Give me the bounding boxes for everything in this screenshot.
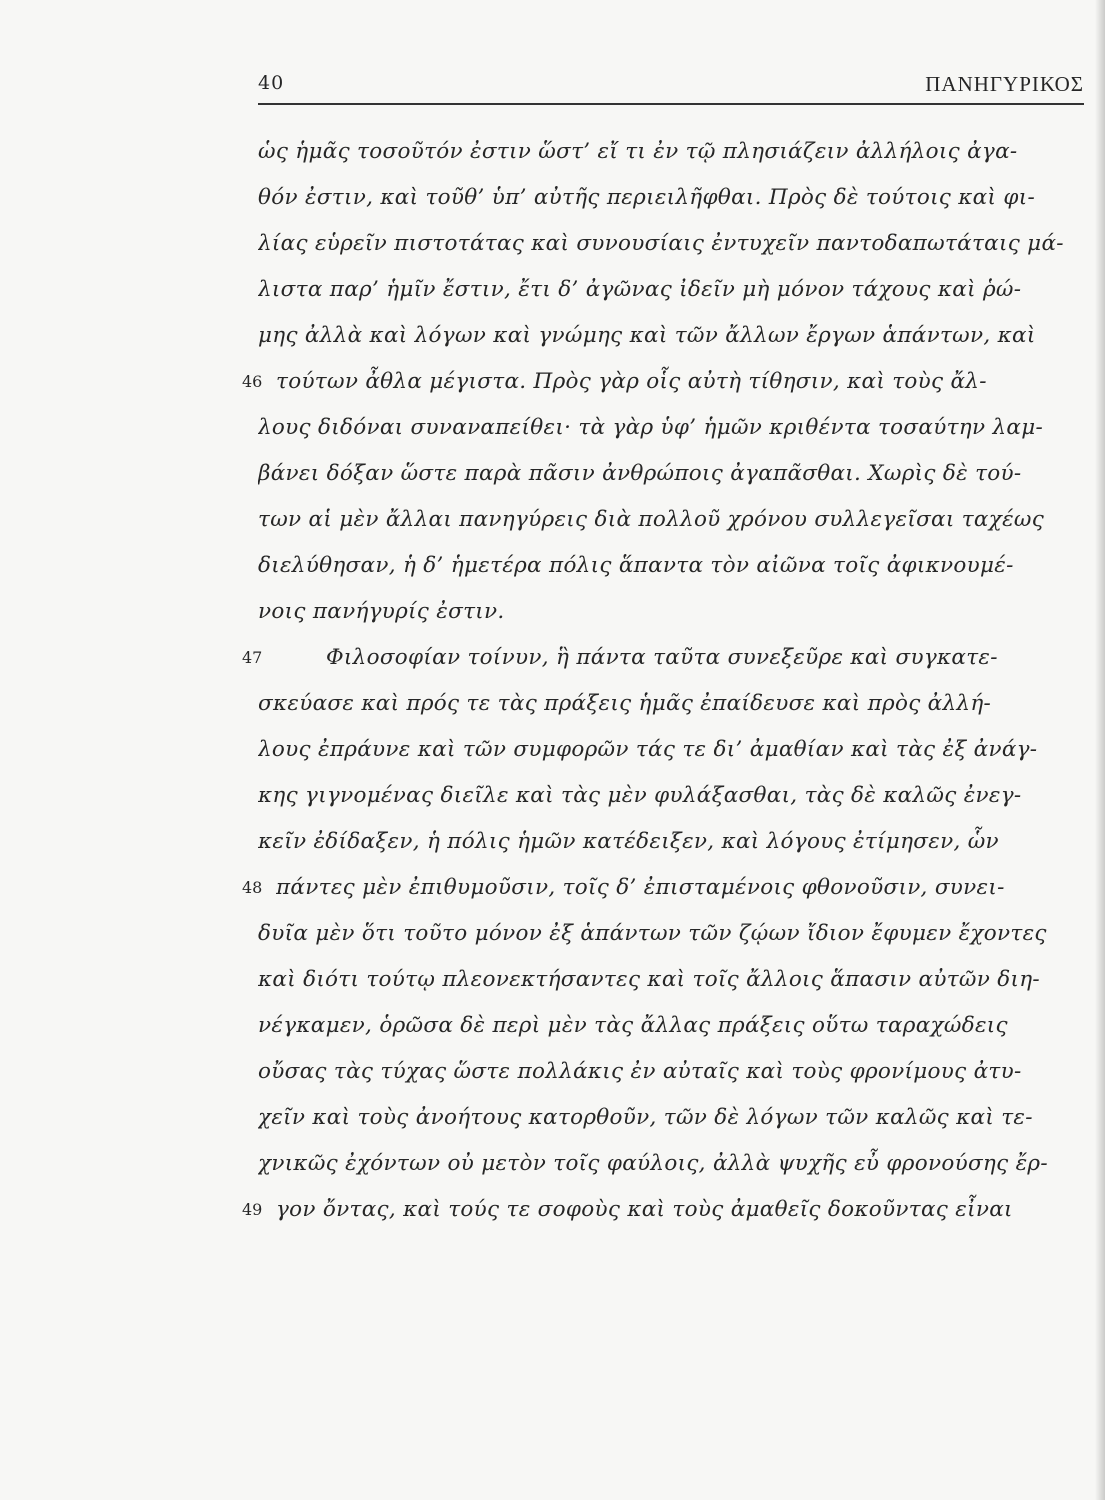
text-line: των αἱ μὲν ἄλλαι πανηγύρεις διὰ πολλοῦ χρόνου συλλεγεῖσαι ταχέως xyxy=(258,507,1045,532)
text-line: τούτων ἆθλα μέγιστα. Πρὸς γὰρ οἷς αὐτὴ τίθησιν, καὶ τοὺς ἄλ- xyxy=(276,369,987,394)
running-title: ΠΑΝΗΓΥΡΙΚΟΣ xyxy=(925,72,1084,96)
text-line: λους διδόναι συναναπείθει· τὰ γὰρ ὑφ’ ἡμῶν κριθέντα τοσαύτην λαμ- xyxy=(258,415,1044,440)
text-line: νέγκαμεν, ὁρῶσα δὲ περὶ μὲν τὰς ἄλλας πράξεις οὕτω ταραχώδεις xyxy=(258,1013,1008,1038)
text-line: χεῖν καὶ τοὺς ἀνοήτους κατορθοῦν, τῶν δὲ λόγων τῶν καλῶς καὶ τε- xyxy=(258,1105,1033,1130)
page-number: 40 xyxy=(258,72,285,94)
text-line: σκεύασε καὶ πρός τε τὰς πράξεις ἡμᾶς ἐπαίδευσε καὶ πρὸς ἀλλή- xyxy=(258,691,992,716)
section-number: 46 xyxy=(242,372,263,391)
text-line: κεῖν ἐδίδαξεν, ἡ πόλις ἡμῶν κατέδειξεν, καὶ λόγους ἐτίμησεν, ὧν xyxy=(258,829,999,854)
text-line: Φιλοσοφίαν τοίνυν, ἣ πάντα ταῦτα συνεξεῦρε καὶ συγκατε- xyxy=(326,645,998,670)
text-line: δυῖα μὲν ὅτι τοῦτο μόνον ἐξ ἁπάντων τῶν ζῴων ἴδιον ἔφυμεν ἔχοντες xyxy=(258,921,1047,946)
text-line: πάντες μὲν ἐπιθυμοῦσιν, τοῖς δ’ ἐπισταμένοις φθονοῦσιν, συνει- xyxy=(276,875,1005,900)
text-line: θόν ἐστιν, καὶ τοῦθ’ ὑπ’ αὐτῆς περιειλῆφθαι. Πρὸς δὲ τούτοις καὶ φι- xyxy=(258,185,1036,210)
text-line: διελύθησαν, ἡ δ’ ἡμετέρα πόλις ἅπαντα τὸν αἰῶνα τοῖς ἀφικνουμέ- xyxy=(258,553,1014,578)
text-line: χνικῶς ἐχόντων οὐ μετὸν τοῖς φαύλοις, ἀλλὰ ψυχῆς εὖ φρονούσης ἔρ- xyxy=(258,1151,1048,1176)
text-line: γον ὄντας, καὶ τούς τε σοφοὺς καὶ τοὺς ἀμαθεῖς δοκοῦντας εἶναι xyxy=(276,1197,1013,1222)
text-line: νοις πανήγυρίς ἐστιν. xyxy=(258,599,505,624)
text-line: λίας εὑρεῖν πιστοτάτας καὶ συνουσίαις ἐντυχεῖν παντοδαπωτάταις μά- xyxy=(258,231,1064,256)
text-line: ὡς ἡμᾶς τοσοῦτόν ἐστιν ὥστ’ εἴ τι ἐν τῷ πλησιάζειν ἀλλήλοις ἀγα- xyxy=(258,139,1018,164)
text-line: μης ἀλλὰ καὶ λόγων καὶ γνώμης καὶ τῶν ἄλλων ἔργων ἁπάντων, καὶ xyxy=(258,323,1036,348)
text-line: βάνει δόξαν ὥστε παρὰ πᾶσιν ἀνθρώποις ἀγαπᾶσθαι. Χωρὶς δὲ τού- xyxy=(258,461,1022,486)
section-number: 48 xyxy=(242,878,263,897)
text-line: λους ἐπράυνε καὶ τῶν συμφορῶν τάς τε δι’ ἀμαθίαν καὶ τὰς ἐξ ἀνάγ- xyxy=(258,737,1038,762)
text-line: οὔσας τὰς τύχας ὥστε πολλάκις ἐν αὐταῖς καὶ τοὺς φρονίμους ἀτυ- xyxy=(258,1059,1022,1084)
text-line: καὶ διότι τούτῳ πλεονεκτήσαντες καὶ τοῖς ἄλλοις ἅπασιν αὐτῶν διη- xyxy=(258,967,1040,992)
page-edge-shadow xyxy=(1095,0,1105,1500)
text-line: λιστα παρ’ ἡμῖν ἔστιν, ἔτι δ’ ἀγῶνας ἰδεῖν μὴ μόνον τάχους καὶ ῥώ- xyxy=(258,277,1022,302)
section-number: 49 xyxy=(242,1200,263,1219)
text-line: κης γιγνομένας διεῖλε καὶ τὰς μὲν φυλάξασθαι, τὰς δὲ καλῶς ἐνεγ- xyxy=(258,783,1022,808)
section-number: 47 xyxy=(242,648,263,667)
